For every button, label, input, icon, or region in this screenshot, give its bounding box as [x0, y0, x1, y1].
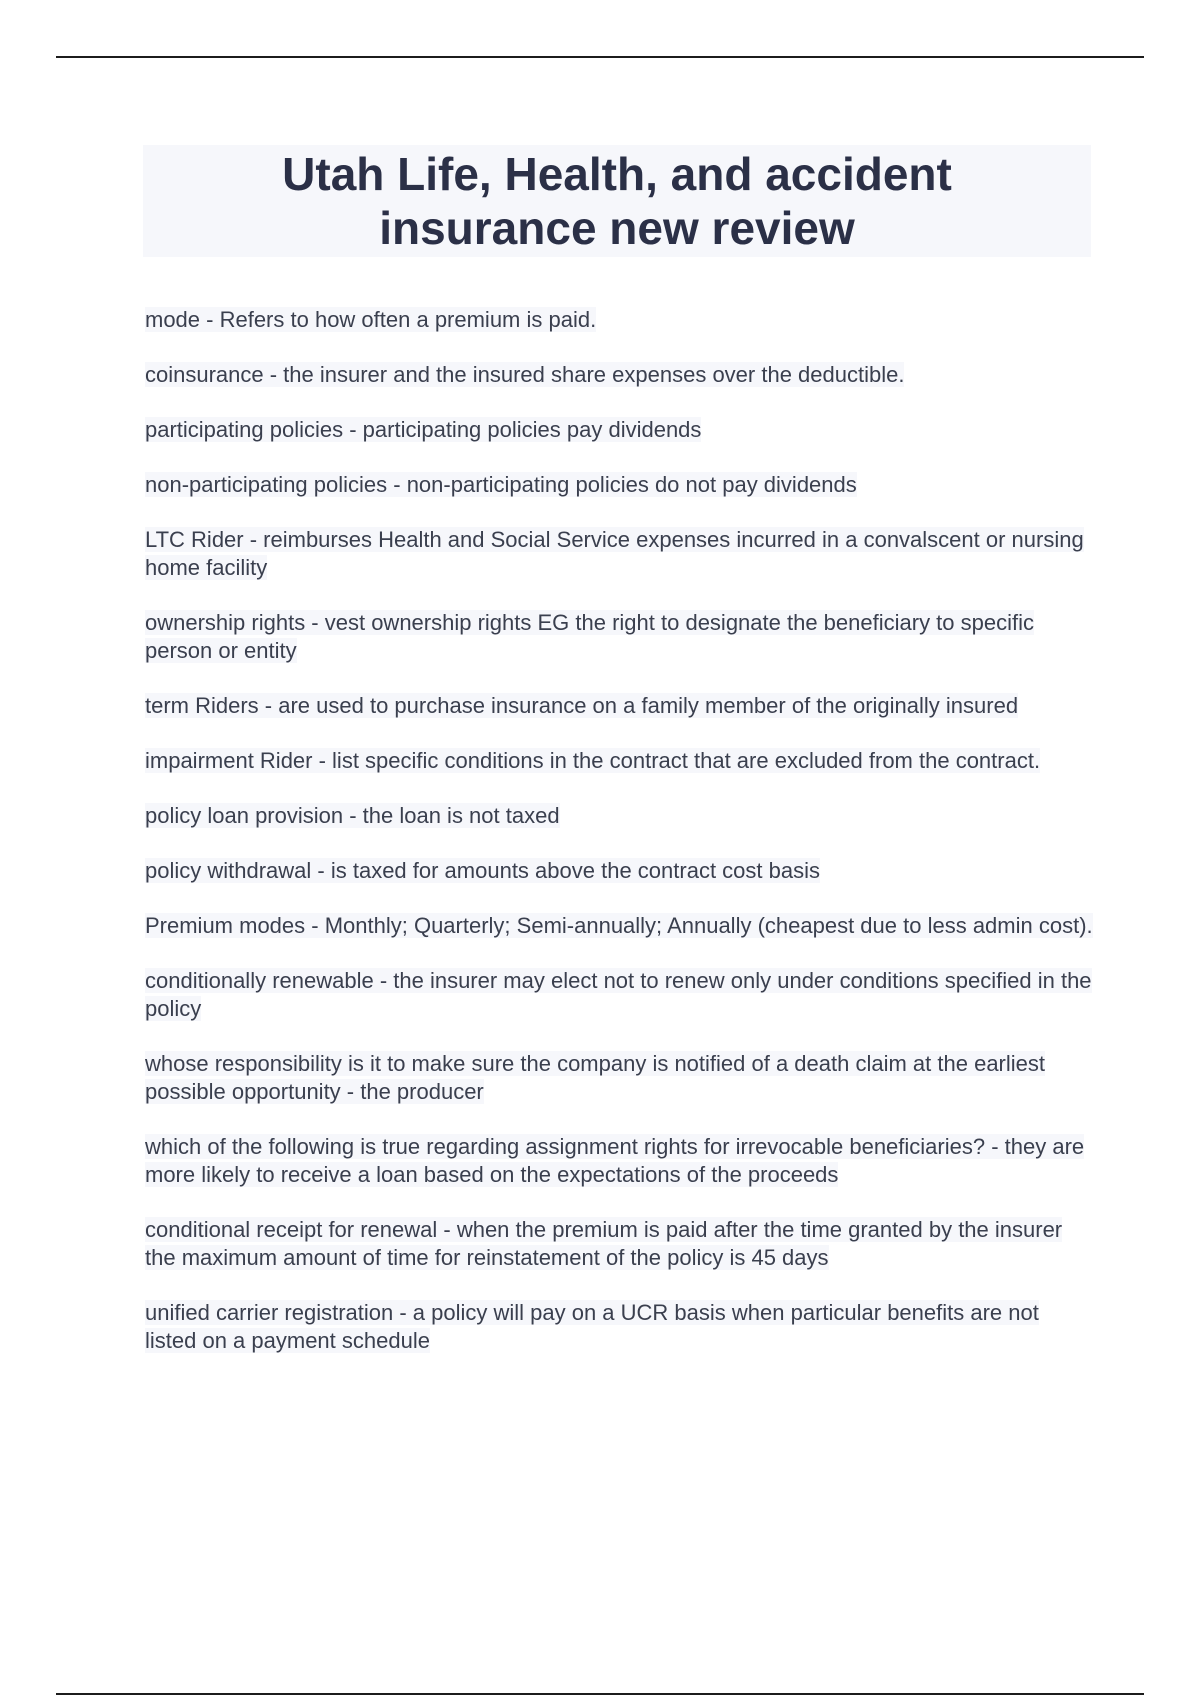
term-entry-text: conditional receipt for renewal - when the premium is paid after the time granted by the insurer the maximum amount of time for reinstatement of the policy is 45 days — [145, 1217, 1063, 1270]
title-banner — [143, 145, 1091, 257]
term-entry-text: coinsurance - the insurer and the insured share expenses over the deductible. — [145, 362, 905, 387]
term-entry — [145, 1050, 1095, 1106]
term-entry — [145, 1299, 1095, 1355]
term-entry — [145, 857, 1095, 885]
term-entry — [145, 1216, 1095, 1272]
term-entry — [145, 526, 1095, 582]
term-entry — [145, 967, 1095, 1023]
term-entry-text: which of the following is true regarding assignment rights for irrevocable beneficiaries? - they are more likely to receive a loan based on the expectations of the proceeds — [145, 1134, 1085, 1187]
term-entry-text: conditionally renewable - the insurer may elect not to renew only under conditions specified in the policy — [145, 968, 1092, 1021]
term-entry — [145, 692, 1095, 720]
page-title: Utah Life, Health, and accident insurance new review — [282, 148, 952, 254]
term-entry — [145, 609, 1095, 665]
term-list — [145, 306, 1095, 1382]
term-entry — [145, 747, 1095, 775]
term-entry-text: Premium modes - Monthly; Quarterly; Semi-annually; Annually (cheapest due to less admin cost). — [145, 913, 1093, 938]
term-entry-text: whose responsibility is it to make sure the company is notified of a death claim at the earliest possible opportunity - the producer — [145, 1051, 1046, 1104]
term-entry — [145, 802, 1095, 830]
term-entry-text: unified carrier registration - a policy will pay on a UCR basis when particular benefits are not listed on a payment schedule — [145, 1300, 1039, 1353]
term-entry — [145, 416, 1095, 444]
term-entry-text: LTC Rider - reimburses Health and Social Service expenses incurred in a convalscent or nursing home facility — [145, 527, 1084, 580]
bottom-divider — [56, 1693, 1144, 1695]
top-divider — [56, 56, 1144, 58]
term-entry — [145, 1133, 1095, 1189]
term-entry — [145, 361, 1095, 389]
term-entry-text: policy withdrawal - is taxed for amounts above the contract cost basis — [145, 858, 820, 883]
term-entry-text: mode - Refers to how often a premium is paid. — [145, 307, 597, 332]
term-entry-text: ownership rights - vest ownership rights EG the right to designate the beneficiary to specific person or entity — [145, 610, 1035, 663]
term-entry-text: policy loan provision - the loan is not taxed — [145, 803, 560, 828]
term-entry-text: impairment Rider - list specific conditions in the contract that are excluded from the contract. — [145, 748, 1041, 773]
term-entry — [145, 912, 1095, 940]
term-entry-text: non-participating policies - non-participating policies do not pay dividends — [145, 472, 857, 497]
term-entry — [145, 471, 1095, 499]
term-entry-text: participating policies - participating policies pay dividends — [145, 417, 702, 442]
term-entry — [145, 306, 1095, 334]
term-entry-text: term Riders - are used to purchase insurance on a family member of the originally insured — [145, 693, 1019, 718]
